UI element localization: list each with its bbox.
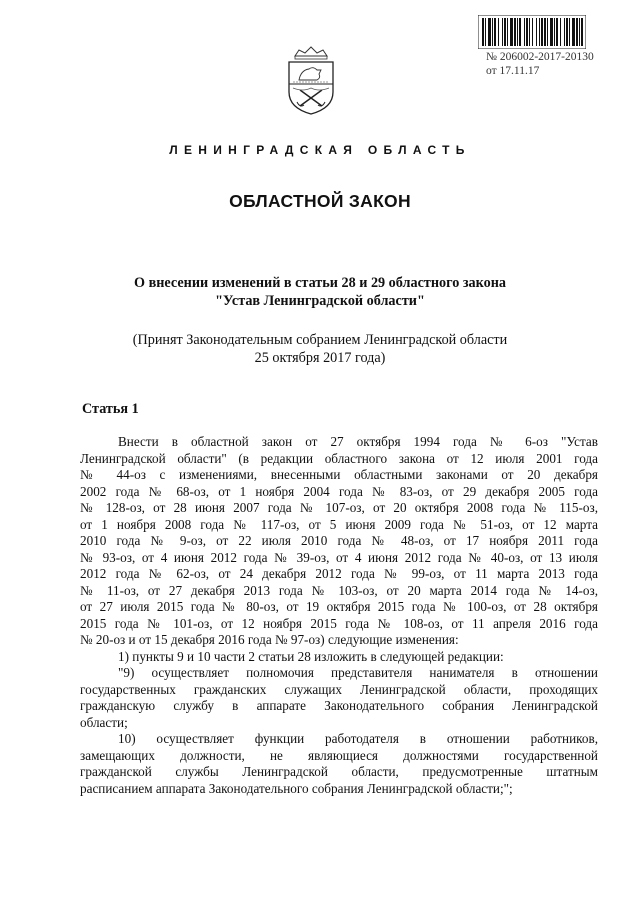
body-line: 1) пункты 9 и 10 части 2 статьи 28 изложить в следующей редакции:	[118, 648, 504, 664]
barcode-bar	[554, 18, 555, 46]
body-line: "9) осуществляет полномочия представителя нанимателя в отношении	[118, 665, 598, 680]
body-line: гражданскую службу в аппарате Законодательного собрания Ленинградской	[80, 698, 598, 713]
body-line: от 1 ноября 2008 года № 117-оз, от 5 июня 2009 года № 51-оз, от 12 марта	[80, 516, 598, 532]
body-line: 2002 года № 68-оз, от 1 ноября 2004 года № 83-оз, от 29 декабря 2005 года	[80, 483, 598, 499]
body-line: гражданской службы Ленинградской области, предусмотренные штатным	[80, 764, 598, 779]
registration-date: от 17.11.17	[486, 65, 540, 77]
adoption-note-line: (Принят Законодательным собранием Ленинградской области	[132, 332, 508, 348]
barcode-bar	[536, 18, 537, 46]
body-line: расписанием аппарата Законодательного собрания Ленинградской области;";	[80, 780, 513, 796]
barcode-bar	[510, 18, 513, 46]
barcode-bar	[547, 18, 548, 46]
barcode-bar	[576, 18, 578, 46]
body-line: 2015 года № 101-оз, от 12 ноября 2015 года № 108-оз, от 11 апреля 2016 года	[80, 615, 598, 631]
barcode-bar	[502, 18, 503, 46]
barcode-bar	[581, 18, 583, 46]
barcode-bar	[517, 18, 518, 46]
barcode-bar	[524, 18, 525, 46]
document-type-heading: ОБЛАСТНОЙ ЗАКОН	[229, 191, 411, 211]
body-line: 2010 года № 9-оз, от 22 июля 2010 года № 48-оз, от 17 ноября 2011 года	[80, 533, 598, 548]
barcode-bar	[526, 18, 528, 46]
body-line: области;	[80, 714, 128, 730]
barcode-bar	[507, 18, 508, 46]
registration-stamp	[486, 50, 594, 78]
body-line: № 128-оз, от 28 июня 2007 года № 107-оз, от 20 октября 2008 года № 115-оз,	[80, 500, 598, 515]
body-line: 10) осуществляет функции работодателя в отношении работников,	[118, 731, 598, 746]
body-line: № 93-оз, от 4 июня 2012 года № 39-оз, от 4 июня 2012 года № 40-оз, от 13 июля	[80, 549, 598, 565]
body-line: Внести в областной закон от 27 октября 1994 года № 6-оз "Устав	[118, 434, 598, 449]
barcode-bar	[529, 18, 530, 46]
barcode-bar	[504, 18, 506, 46]
barcode-bar	[485, 18, 486, 46]
registration-number: № 206002-2017-20130	[486, 51, 594, 63]
body-line: замещающих должности, не являющиеся должностями государственной	[80, 747, 598, 763]
coat-of-arms-icon	[283, 40, 339, 116]
barcode-bar	[572, 18, 575, 46]
body-line: № 11-оз, от 27 декабря 2013 года № 103-оз, от 20 марта 2014 года № 14-оз,	[80, 582, 598, 598]
article-heading: Статья 1	[82, 401, 139, 417]
law-title	[0, 274, 640, 310]
body-line: от 27 июля 2015 года № 80-оз, от 19 октября 2015 года № 100-оз, от 28 октября	[80, 599, 598, 614]
barcode-bar	[564, 18, 565, 46]
barcode-bar	[482, 18, 484, 46]
body-line: № 20-оз и от 15 декабря 2016 года № 97-оз) следующие изменения:	[80, 632, 459, 647]
body-line: Ленинградской области" (в редакции областного закона от 12 июля 2001 года	[80, 450, 598, 466]
barcode-bar	[494, 18, 496, 46]
barcode-bar	[566, 18, 568, 46]
adoption-note	[0, 331, 640, 367]
barcode-bar	[550, 18, 553, 46]
body-line: государственных гражданских служащих Ленинградской области, проходящих	[80, 681, 598, 697]
barcode-bar	[519, 18, 521, 46]
body-line: 2012 года № 62-оз, от 24 декабря 2012 года № 99-оз, от 11 марта 2013 года	[80, 566, 598, 581]
law-title-line: О внесении изменений в статьи 28 и 29 областного закона	[134, 275, 506, 291]
barcode-bar	[488, 18, 491, 46]
article-body	[80, 434, 598, 797]
barcode-bar	[579, 18, 580, 46]
barcode-bar	[556, 18, 558, 46]
barcode-bar	[539, 18, 540, 46]
barcode-bar	[498, 18, 499, 46]
barcode-bar	[569, 18, 570, 46]
barcode-bar	[492, 18, 493, 46]
body-line: № 44-оз с изменениями, внесенными областными законами от 20 декабря	[80, 467, 598, 482]
law-title-line: "Устав Ленинградской области"	[215, 293, 425, 309]
barcode	[478, 15, 586, 49]
barcode-bar	[514, 18, 516, 46]
barcode-bar	[544, 18, 546, 46]
region-heading: ЛЕНИНГРАДСКАЯ ОБЛАСТЬ	[169, 143, 471, 157]
barcode-bar	[532, 18, 533, 46]
barcode-bar	[541, 18, 543, 46]
barcode-bar	[560, 18, 561, 46]
adoption-note-line: 25 октября 2017 года)	[254, 350, 386, 366]
